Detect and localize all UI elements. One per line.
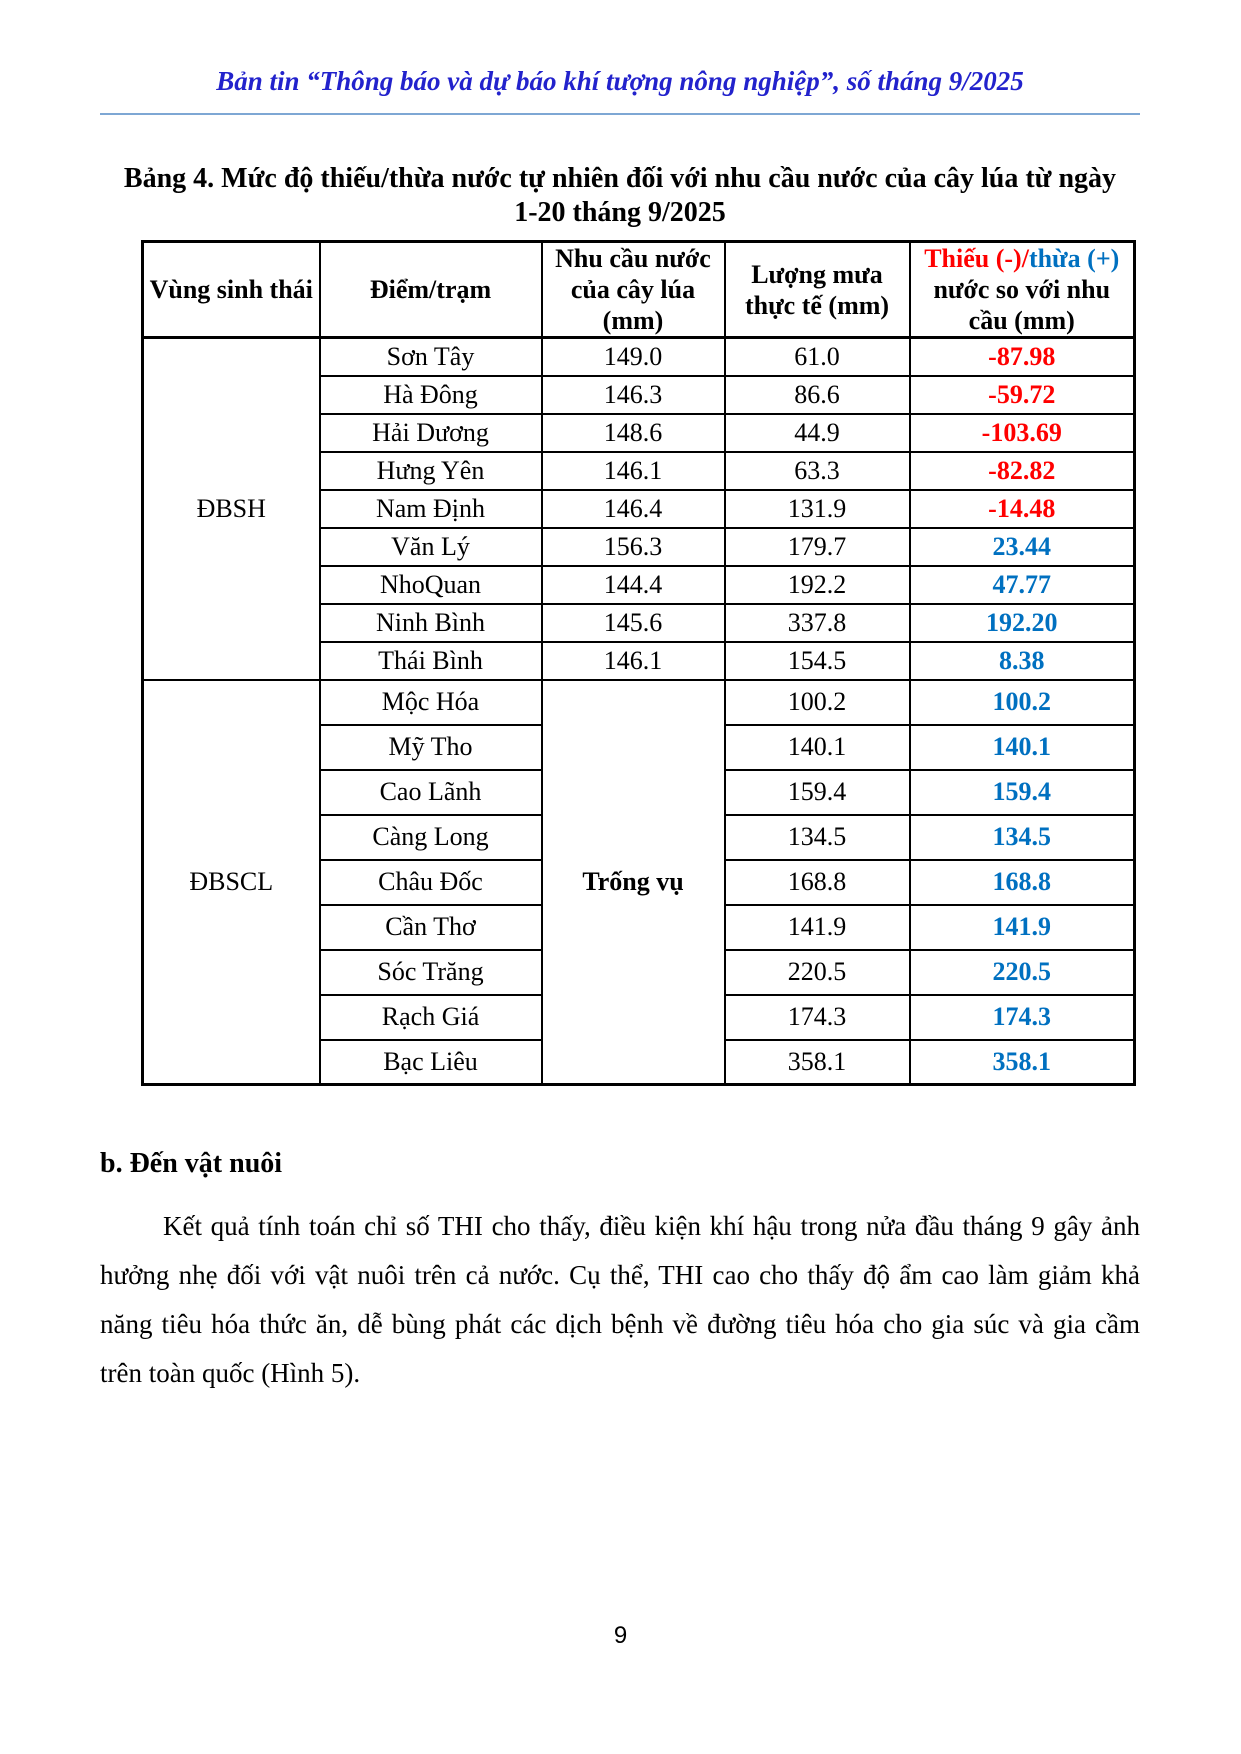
col-header-station: Điểm/trạm [320,242,542,338]
demand-cell: 146.3 [542,376,725,414]
rain-cell: 61.0 [725,338,910,376]
table-title [100,162,1140,230]
station-cell: Nam Định [320,490,542,528]
rain-cell: 100.2 [725,680,910,725]
demand-cell: 144.4 [542,566,725,604]
rain-cell: 140.1 [725,725,910,770]
header-divider-rule [100,113,1140,115]
demand-cell: 149.0 [542,338,725,376]
rain-cell: 141.9 [725,905,910,950]
rain-cell: 192.2 [725,566,910,604]
table-row [143,680,1135,725]
region-cell: ĐBSH [143,338,320,680]
demand-cell: 146.1 [542,642,725,680]
rain-cell: 131.9 [725,490,910,528]
section-b-paragraph: Kết quả tính toán chỉ số THI cho thấy, điều kiện khí hậu trong nửa đầu tháng 9 gây ảnh hưởng nhẹ đối với vật nuôi trên cả nước. Cụ thể, THI cao cho thấy độ ẩm cao làm giảm khả năng tiêu hóa thức ăn, dễ bùng phát các dịch bệnh về đường tiêu hóa cho gia súc và gia cầm trên toàn quốc (Hình 5). [100,1211,1140,1388]
water-balance-table [141,240,1136,1086]
col-header-balance-rest: nước so với nhu cầu (mm) [933,275,1111,335]
station-cell: Bạc Liêu [320,1040,542,1085]
station-cell: Hải Dương [320,414,542,452]
demand-cell: 146.4 [542,490,725,528]
station-cell: NhoQuan [320,566,542,604]
station-cell: Cao Lãnh [320,770,542,815]
rain-cell: 154.5 [725,642,910,680]
balance-cell: 159.4 [910,770,1135,815]
col-header-demand: Nhu cầu nước của cây lúa (mm) [542,242,725,338]
page-number: 9 [613,1622,628,1649]
table-title-line1: Bảng 4. Mức độ thiếu/thừa nước tự nhiên đối với nhu cầu nước của cây lúa từ ngày [123,163,1117,194]
table-header-row [143,242,1135,338]
balance-cell: -59.72 [910,376,1135,414]
col-header-balance-surplus: thừa (+) [1028,244,1120,273]
rain-cell: 159.4 [725,770,910,815]
col-header-balance-deficit: Thiếu (-)/ [924,244,1029,273]
balance-cell: 8.38 [910,642,1135,680]
demand-cell: 145.6 [542,604,725,642]
balance-cell: 23.44 [910,528,1135,566]
col-header-rain: Lượng mưa thực tế (mm) [725,242,910,338]
rain-cell: 337.8 [725,604,910,642]
rain-cell: 179.7 [725,528,910,566]
merged-demand-cell: Trống vụ [542,680,725,1085]
section-b-heading: b. Đến vật nuôi [100,1148,283,1179]
station-cell: Hưng Yên [320,452,542,490]
demand-cell: 146.1 [542,452,725,490]
col-header-balance [910,242,1135,338]
col-header-region: Vùng sinh thái [143,242,320,338]
balance-cell: 220.5 [910,950,1135,995]
balance-cell: 140.1 [910,725,1135,770]
running-header: Bản tin “Thông báo và dự báo khí tượng nông nghiệp”, số tháng 9/2025 [216,66,1024,96]
demand-cell: 148.6 [542,414,725,452]
rain-cell: 358.1 [725,1040,910,1085]
balance-cell: -103.69 [910,414,1135,452]
rain-cell: 44.9 [725,414,910,452]
station-cell: Sơn Tây [320,338,542,376]
station-cell: Mộc Hóa [320,680,542,725]
balance-cell: 192.20 [910,604,1135,642]
station-cell: Ninh Bình [320,604,542,642]
station-cell: Hà Đông [320,376,542,414]
rain-cell: 174.3 [725,995,910,1040]
demand-cell: 156.3 [542,528,725,566]
balance-cell: 47.77 [910,566,1135,604]
balance-cell: 141.9 [910,905,1135,950]
rain-cell: 168.8 [725,860,910,905]
station-cell: Sóc Trăng [320,950,542,995]
rain-cell: 86.6 [725,376,910,414]
station-cell: Càng Long [320,815,542,860]
table-row [143,338,1135,376]
balance-cell: 134.5 [910,815,1135,860]
balance-cell: 100.2 [910,680,1135,725]
rain-cell: 220.5 [725,950,910,995]
rain-cell: 63.3 [725,452,910,490]
rain-cell: 134.5 [725,815,910,860]
station-cell: Châu Đốc [320,860,542,905]
balance-cell: -82.82 [910,452,1135,490]
balance-cell: 358.1 [910,1040,1135,1085]
station-cell: Văn Lý [320,528,542,566]
balance-cell: -14.48 [910,490,1135,528]
station-cell: Cần Thơ [320,905,542,950]
balance-cell: -87.98 [910,338,1135,376]
station-cell: Thái Bình [320,642,542,680]
station-cell: Rạch Giá [320,995,542,1040]
table-title-line2: 1-20 tháng 9/2025 [514,197,726,228]
station-cell: Mỹ Tho [320,725,542,770]
region-cell: ĐBSCL [143,680,320,1085]
balance-cell: 174.3 [910,995,1135,1040]
balance-cell: 168.8 [910,860,1135,905]
